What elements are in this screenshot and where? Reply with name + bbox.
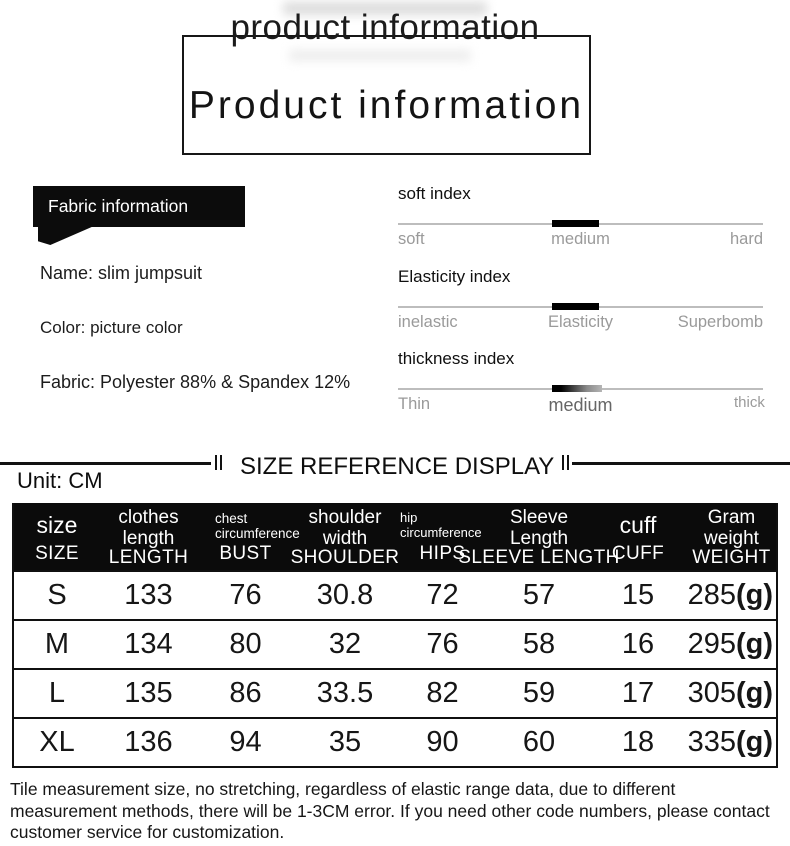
cell-bust: 76 — [229, 579, 262, 611]
unit-label: Unit: CM — [17, 468, 103, 493]
size-table — [12, 503, 778, 768]
thickness-slider — [398, 385, 763, 393]
heading-tick-icon — [567, 455, 569, 470]
size-table-body — [14, 570, 776, 766]
softness-slider — [398, 220, 763, 228]
heading-rule-left — [0, 462, 211, 465]
cell-size: M — [44, 628, 70, 660]
cell-sleeve: 57 — [522, 579, 556, 611]
header-bottom-label: HIPS — [419, 543, 466, 564]
header-bottom-label: SIZE — [35, 543, 79, 564]
heading-tick-icon — [562, 455, 564, 470]
header-bottom-label: SHOULDER — [290, 547, 400, 568]
cell-hips: 82 — [426, 677, 459, 709]
cell-weight: 305(g) — [687, 677, 773, 709]
thickness-label-left: Thin — [398, 395, 431, 413]
cell-hips: 90 — [426, 726, 459, 758]
cell-shoulder: 30.8 — [316, 579, 374, 611]
speech-bubble-tail — [38, 226, 94, 245]
header-col-bust — [197, 503, 300, 570]
cell-sleeve: 59 — [522, 677, 556, 709]
header-col-size — [14, 503, 100, 570]
measurement-note: Tile measurement size, no stretching, regardless of elastic range data, due to different measurement methods, there will be 1-3CM error. If you need other code numbers, please contact customer service for customization. — [10, 779, 770, 842]
elasticity-index — [398, 267, 763, 339]
heading-rule-right — [572, 462, 790, 465]
heading-tick-icon — [215, 455, 217, 470]
cell-weight: 295(g) — [687, 628, 773, 660]
fabric-material-line: Fabric: Polyester 88% & Spandex 12% — [40, 372, 351, 392]
thickness-label-right: thick — [734, 394, 765, 411]
heading-tick-icon — [220, 455, 222, 470]
thickness-index — [398, 349, 763, 421]
header-top-label: chest circumference — [215, 510, 300, 541]
page-title: Product information — [188, 84, 585, 127]
header-bottom-label: CUFF — [611, 543, 665, 564]
cell-weight: 285(g) — [687, 579, 773, 611]
header-col-shoulder — [290, 503, 400, 570]
cell-hips: 72 — [426, 579, 459, 611]
header-top-label: shoulder width — [308, 506, 382, 549]
slider-indicator — [552, 385, 602, 392]
elasticity-index-title: Elasticity index — [398, 267, 511, 286]
cell-shoulder: 35 — [328, 726, 362, 758]
cell-length: 136 — [124, 726, 173, 758]
softness-label-left: soft — [398, 230, 425, 248]
cell-bust: 80 — [229, 628, 262, 660]
slider-indicator — [552, 303, 599, 310]
elasticity-label-right: Superbomb — [677, 313, 763, 331]
cell-shoulder: 32 — [328, 628, 362, 660]
header-bottom-label: SLEEVE LENGTH — [458, 547, 620, 568]
header-bottom-label: WEIGHT — [692, 547, 771, 568]
cell-hips: 76 — [426, 628, 459, 660]
header-col-weight — [687, 503, 776, 570]
fabric-information-header — [33, 186, 245, 227]
thickness-label-middle: medium — [548, 395, 613, 415]
table-row — [14, 717, 776, 766]
size-table-header — [14, 503, 776, 570]
softness-index — [398, 184, 763, 256]
fabric-color-line: Color: picture color — [40, 318, 183, 337]
header-col-length — [100, 503, 197, 570]
page-title-overlay: product information — [230, 8, 540, 47]
cell-shoulder: 33.5 — [316, 677, 374, 709]
header-top-label: cuff — [619, 512, 657, 539]
cell-weight: 335(g) — [687, 726, 773, 758]
softness-label-middle: medium — [551, 230, 610, 248]
cell-length: 134 — [124, 628, 173, 660]
cell-bust: 94 — [229, 726, 262, 758]
header-top-label: size — [36, 512, 78, 539]
cell-cuff: 17 — [621, 677, 655, 709]
elasticity-label-middle: Elasticity — [547, 313, 614, 331]
size-section-heading: SIZE REFERENCE DISPLAY — [240, 453, 555, 480]
header-top-label: Sleeve Length — [509, 506, 569, 549]
header-bottom-label: BUST — [219, 543, 272, 564]
softness-label-right: hard — [729, 230, 763, 248]
cell-size: S — [47, 579, 67, 611]
cell-cuff: 16 — [621, 628, 655, 660]
product-information-box — [182, 35, 591, 155]
cell-bust: 86 — [229, 677, 262, 709]
cell-length: 135 — [124, 677, 173, 709]
thickness-index-title: thickness index — [398, 349, 515, 368]
table-row — [14, 668, 776, 717]
header-col-sleeve — [458, 503, 620, 570]
table-row — [14, 619, 776, 668]
fabric-name-line: Name: slim jumpsuit — [40, 263, 203, 283]
table-row — [14, 570, 776, 619]
header-col-cuff — [589, 503, 687, 570]
cell-length: 133 — [124, 579, 173, 611]
cell-size: XL — [39, 726, 75, 758]
cell-cuff: 18 — [621, 726, 655, 758]
fabric-information-label: Fabric information — [48, 196, 189, 216]
cell-cuff: 15 — [621, 579, 655, 611]
elasticity-slider — [398, 303, 763, 311]
slider-indicator — [552, 220, 599, 227]
header-top-label: clothes length — [118, 506, 179, 549]
elasticity-label-left: inelastic — [398, 313, 458, 331]
header-top-label: hip circumference — [400, 510, 482, 540]
cell-sleeve: 58 — [522, 628, 556, 660]
softness-index-title: soft index — [398, 184, 471, 203]
cell-size: L — [48, 677, 66, 709]
header-bottom-label: LENGTH — [108, 547, 189, 568]
header-top-label: Gram weight — [704, 506, 759, 549]
cell-sleeve: 60 — [522, 726, 556, 758]
